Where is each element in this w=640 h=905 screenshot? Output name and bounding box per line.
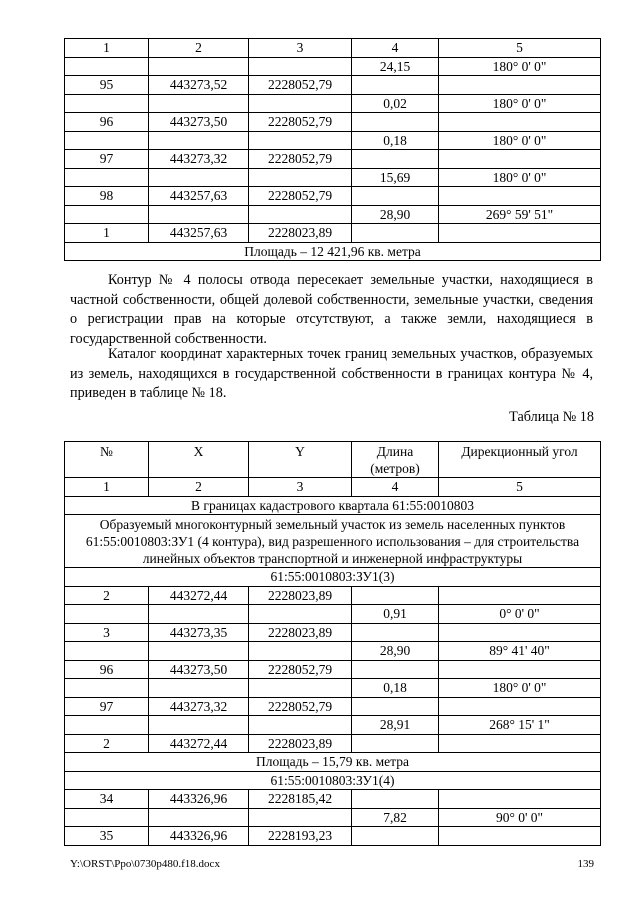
table-top-body (65, 39, 601, 261)
paragraph-contour-4: Контур № 4 полосы отвода пересекает земельные участки, находящиеся в частной собственности, общей долевой собственности, земельные участки, сведения о регистрации прав на которые отсутствуют, а также земли, находящиеся в государственной собственности. (70, 272, 593, 347)
point-x: 443273,32 (149, 150, 249, 169)
column-header-length: Длина (метров) (352, 442, 439, 478)
coordinates-table-18 (64, 441, 601, 846)
point-number: 2 (65, 586, 149, 605)
empty-cell (65, 716, 149, 735)
row-heading: Площадь – 12 421,96 кв. метра (65, 242, 601, 261)
point-number: 35 (65, 827, 149, 846)
point-x: 443273,32 (149, 697, 249, 716)
empty-cell (65, 642, 149, 661)
point-number: 96 (65, 113, 149, 132)
footer-page-number: 139 (577, 858, 594, 870)
point-y: 2228052,79 (249, 697, 352, 716)
empty-cell (249, 808, 352, 827)
empty-cell (352, 790, 439, 809)
empty-cell (149, 57, 249, 76)
empty-cell (65, 168, 149, 187)
segment-length: 0,18 (352, 131, 439, 150)
empty-cell (249, 57, 352, 76)
empty-cell (439, 224, 601, 243)
segment-row (65, 716, 601, 735)
point-x: 443273,50 (149, 660, 249, 679)
column-number-row (65, 39, 601, 58)
column-number-cell: 2 (149, 39, 249, 58)
segment-row (65, 679, 601, 698)
empty-cell (352, 586, 439, 605)
empty-cell (249, 716, 352, 735)
empty-cell (352, 697, 439, 716)
column-number-cell: 3 (249, 39, 352, 58)
segment-length: 7,82 (352, 808, 439, 827)
empty-cell (352, 150, 439, 169)
point-x: 443257,63 (149, 224, 249, 243)
point-number: 2 (65, 734, 149, 753)
empty-cell (352, 113, 439, 132)
segment-row (65, 605, 601, 624)
empty-cell (65, 57, 149, 76)
empty-cell (149, 642, 249, 661)
point-x: 443272,44 (149, 586, 249, 605)
empty-cell (149, 808, 249, 827)
point-number: 34 (65, 790, 149, 809)
column-header-y: Y (249, 442, 352, 478)
empty-cell (352, 623, 439, 642)
column-header-number: № (65, 442, 149, 478)
column-number-cell: 5 (439, 39, 601, 58)
point-y: 2228185,42 (249, 790, 352, 809)
empty-cell (439, 827, 601, 846)
segment-row (65, 94, 601, 113)
empty-cell (65, 605, 149, 624)
row-heading: В границах кадастрового квартала 61:55:0010803 (65, 496, 601, 515)
empty-cell (249, 642, 352, 661)
segment-angle: 0° 0' 0" (439, 605, 601, 624)
empty-cell (149, 94, 249, 113)
empty-cell (65, 679, 149, 698)
empty-cell (352, 827, 439, 846)
point-x: 443257,63 (149, 187, 249, 206)
column-number-cell: 4 (352, 478, 439, 497)
point-row (65, 187, 601, 206)
segment-length: 15,69 (352, 168, 439, 187)
column-number-cell: 3 (249, 478, 352, 497)
empty-cell (249, 605, 352, 624)
segment-length: 28,91 (352, 716, 439, 735)
point-y: 2228023,89 (249, 623, 352, 642)
table-18-body (65, 478, 601, 846)
empty-cell (439, 150, 601, 169)
segment-length: 0,18 (352, 679, 439, 698)
point-row (65, 113, 601, 132)
point-row (65, 76, 601, 95)
full-width-row (65, 771, 601, 790)
segment-angle: 180° 0' 0" (439, 131, 601, 150)
empty-cell (439, 586, 601, 605)
full-width-row (65, 242, 601, 261)
empty-cell (249, 679, 352, 698)
point-row (65, 827, 601, 846)
segment-angle: 90° 0' 0" (439, 808, 601, 827)
column-number-cell: 5 (439, 478, 601, 497)
empty-cell (439, 623, 601, 642)
empty-cell (352, 660, 439, 679)
empty-cell (149, 716, 249, 735)
empty-cell (249, 168, 352, 187)
empty-cell (439, 113, 601, 132)
column-number-cell: 1 (65, 478, 149, 497)
table-18-header-row (65, 442, 601, 478)
segment-angle: 180° 0' 0" (439, 679, 601, 698)
point-number: 1 (65, 224, 149, 243)
point-x: 443326,96 (149, 827, 249, 846)
empty-cell (65, 205, 149, 224)
row-heading: Площадь – 15,79 кв. метра (65, 753, 601, 772)
point-y: 2228023,89 (249, 224, 352, 243)
column-number-cell: 4 (352, 39, 439, 58)
column-number-cell: 2 (149, 478, 249, 497)
point-number: 97 (65, 697, 149, 716)
empty-cell (352, 224, 439, 243)
column-number-row (65, 478, 601, 497)
segment-row (65, 168, 601, 187)
row-heading: 61:55:0010803:ЗУ1(3) (65, 568, 601, 587)
point-row (65, 224, 601, 243)
segment-angle: 89° 41' 40" (439, 642, 601, 661)
segment-angle: 268° 15' 1" (439, 716, 601, 735)
point-y: 2228052,79 (249, 113, 352, 132)
empty-cell (249, 205, 352, 224)
point-row (65, 734, 601, 753)
point-y: 2228023,89 (249, 586, 352, 605)
segment-angle: 269° 59' 51" (439, 205, 601, 224)
point-row (65, 586, 601, 605)
coordinates-table-continued (64, 38, 601, 261)
empty-cell (149, 605, 249, 624)
empty-cell (352, 76, 439, 95)
segment-length: 24,15 (352, 57, 439, 76)
segment-length: 0,91 (352, 605, 439, 624)
point-y: 2228052,79 (249, 150, 352, 169)
footer-file-path: Y:\ORST\Ppo\0730p480.f18.docx (70, 858, 220, 870)
empty-cell (149, 205, 249, 224)
full-width-row (65, 568, 601, 587)
empty-cell (352, 187, 439, 206)
empty-cell (149, 131, 249, 150)
full-width-row (65, 753, 601, 772)
segment-angle: 180° 0' 0" (439, 168, 601, 187)
point-number: 98 (65, 187, 149, 206)
point-x: 443273,52 (149, 76, 249, 95)
point-number: 97 (65, 150, 149, 169)
point-x: 443273,35 (149, 623, 249, 642)
point-number: 96 (65, 660, 149, 679)
point-row (65, 150, 601, 169)
empty-cell (249, 131, 352, 150)
empty-cell (439, 76, 601, 95)
segment-row (65, 131, 601, 150)
empty-cell (439, 734, 601, 753)
empty-cell (65, 808, 149, 827)
segment-row (65, 205, 601, 224)
paragraph-catalog: Каталог координат характерных точек границ земельных участков, образуемых из земель, находящихся в государственной собственности в границах контура № 4, приведен в таблице № 18. (70, 346, 593, 402)
full-width-row (65, 515, 601, 568)
point-row (65, 623, 601, 642)
segment-angle: 180° 0' 0" (439, 94, 601, 113)
column-header-angle: Дирекционный угол (439, 442, 601, 478)
column-header-x: X (149, 442, 249, 478)
point-row (65, 660, 601, 679)
empty-cell (65, 131, 149, 150)
point-x: 443272,44 (149, 734, 249, 753)
point-row (65, 697, 601, 716)
empty-cell (149, 168, 249, 187)
empty-cell (439, 790, 601, 809)
point-x: 443326,96 (149, 790, 249, 809)
segment-length: 28,90 (352, 205, 439, 224)
table-18-head (65, 442, 601, 478)
table-caption: Таблица № 18 (509, 409, 594, 425)
point-row (65, 790, 601, 809)
empty-cell (65, 94, 149, 113)
point-y: 2228052,79 (249, 76, 352, 95)
row-heading: 61:55:0010803:ЗУ1(4) (65, 771, 601, 790)
point-y: 2228023,89 (249, 734, 352, 753)
point-x: 443273,50 (149, 113, 249, 132)
point-y: 2228193,23 (249, 827, 352, 846)
segment-row (65, 57, 601, 76)
segment-row (65, 642, 601, 661)
segment-length: 0,02 (352, 94, 439, 113)
full-width-row (65, 496, 601, 515)
column-number-cell: 1 (65, 39, 149, 58)
empty-cell (439, 660, 601, 679)
point-y: 2228052,79 (249, 660, 352, 679)
point-y: 2228052,79 (249, 187, 352, 206)
segment-length: 28,90 (352, 642, 439, 661)
empty-cell (352, 734, 439, 753)
segment-angle: 180° 0' 0" (439, 57, 601, 76)
point-number: 3 (65, 623, 149, 642)
point-number: 95 (65, 76, 149, 95)
empty-cell (249, 94, 352, 113)
empty-cell (439, 187, 601, 206)
empty-cell (149, 679, 249, 698)
row-heading: Образуемый многоконтурный земельный участок из земель населенных пунктов 61:55:0010803:ЗУ1 (4 контура), вид разрешенного использования – для строительства линейных объектов транспортной и инженерной инфраструктуры (65, 515, 601, 568)
segment-row (65, 808, 601, 827)
empty-cell (439, 697, 601, 716)
